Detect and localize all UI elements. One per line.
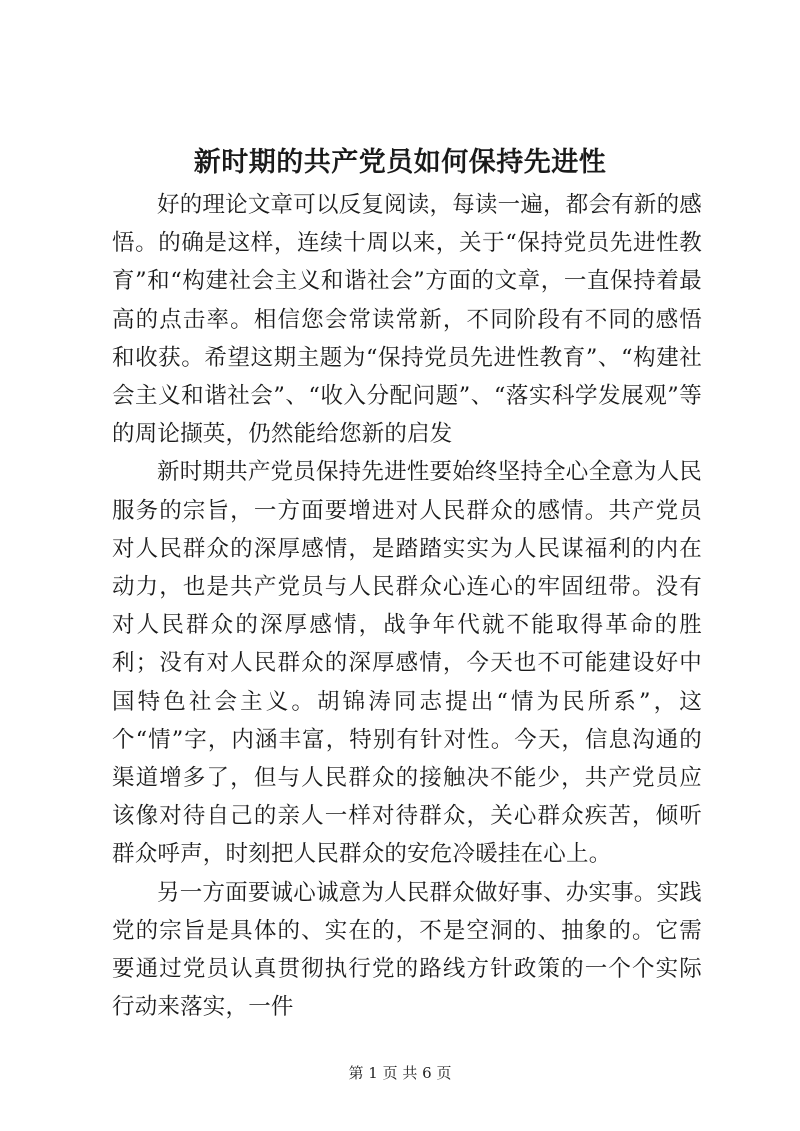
paragraph-intro: 好的理论文章可以反复阅读，每读一遍，都会有新的感悟。的确是这样，连续十周以来，关于“保持党员先进性教育”和“构建社会主义和谐社会”方面的文章，一直保持着最高的点击率。相信您会常读常新，不同阶段有不同的感悟和收获。希望这期主题为“保持党员先进性教育”、“构建社会主义和谐社会”、“收入分配问题”、“落实科学发展观”等的周论撷英，仍然能给您新的启发 xyxy=(112,192,702,448)
paragraph-practical-deeds: 另一方面要诚心诚意为人民群众做好事、办实事。实践党的宗旨是具体的、实在的，不是空洞的、抽象的。它需要通过党员认真贯彻执行党的路线方针政策的一个个实际行动来落实，一件 xyxy=(112,879,702,1021)
paragraph-serve-people: 新时期共产党员保持先进性要始终坚持全心全意为人民服务的宗旨，一方面要增进对人民群众的感情。共产党员对人民群众的深厚感情，是踏踏实实为人民谋福利的内在动力，也是共产党员与人民群众心连心的牢固纽带。没有对人民群众的深厚感情，战争年代就不能取得革命的胜利；没有对人民群众的深厚感情，今天也不可能建设好中国特色社会主义。胡锦涛同志提出“情为民所系”，这个“情”字，内涵丰富，特别有针对性。今天，信息沟通的渠道增多了，但与人民群众的接触决不能少，共产党员应该像对待自己的亲人一样对待群众，关心群众疾苦，倾听群众呼声，时刻把人民群众的安危冷暖挂在心上。 xyxy=(112,459,702,868)
document-title: 新时期的共产党员如何保持先进性 xyxy=(193,147,607,178)
page-footer: 第 1 页 共 6 页 xyxy=(348,1064,452,1082)
document-body xyxy=(112,186,702,1026)
